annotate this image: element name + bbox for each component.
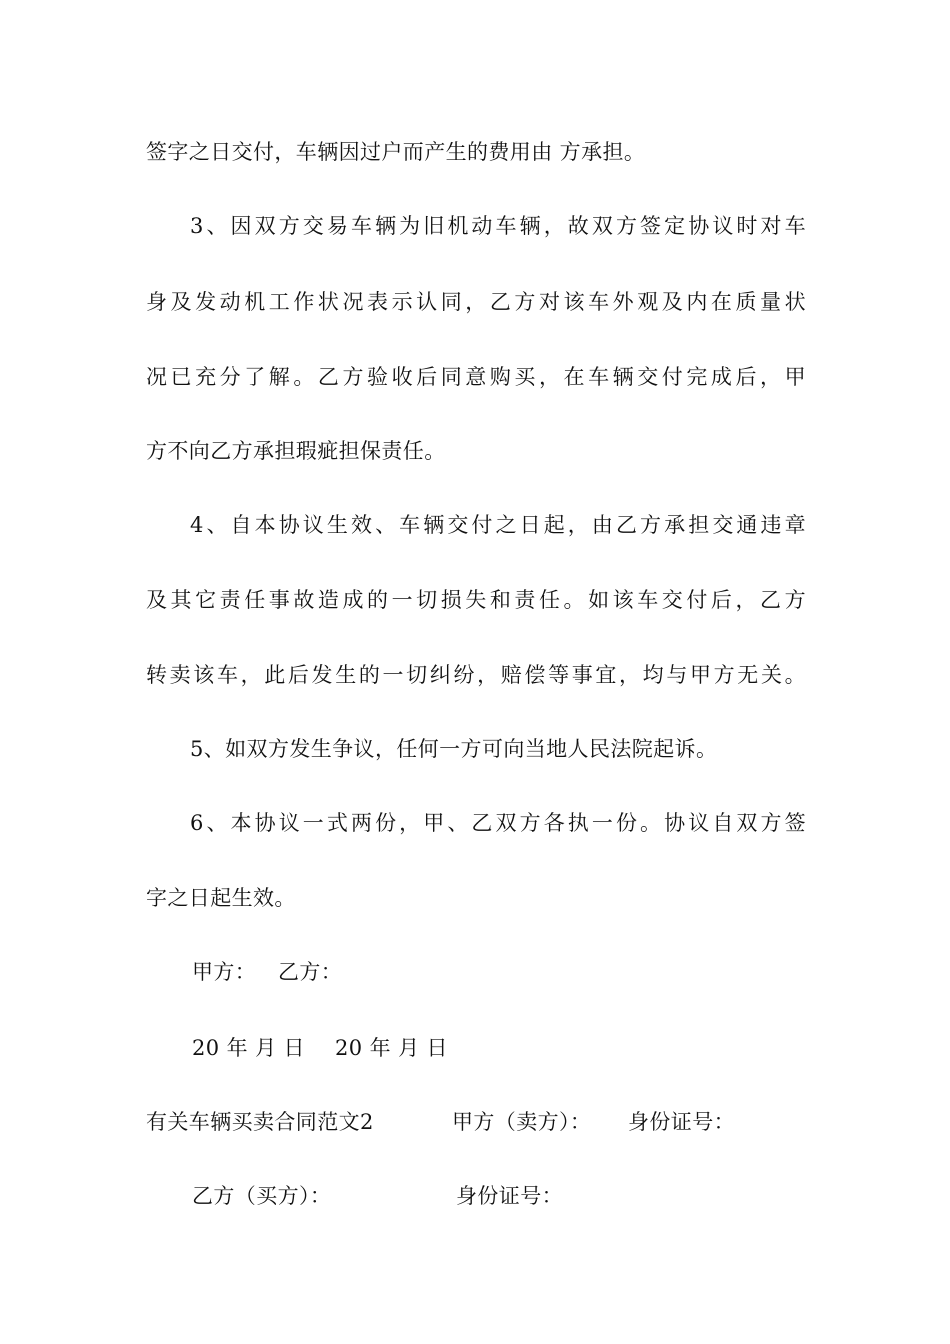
clause-6-line-2: 字之日起生效。 xyxy=(146,886,296,910)
party-a-date: 20 年 月 日 xyxy=(192,1036,305,1060)
clause-3-line-4: 方不向乙方承担瑕疵担保责任。 xyxy=(146,439,446,463)
clause-3-line-1: 3、因双方交易车辆为旧机动车辆，故双方签定协议时对车 xyxy=(190,214,806,238)
clause-4-line-1: 4、自本协议生效、车辆交付之日起，由乙方承担交通违章 xyxy=(190,513,806,537)
buyer-id-label: 身份证号： xyxy=(456,1184,563,1208)
clause-4-line-3: 转卖该车，此后发生的一切纠纷，赔偿等事宜，均与甲方无关。 xyxy=(146,663,806,687)
clause-3-line-3: 况已充分了解。乙方验收后同意购买，在车辆交付完成后，甲 xyxy=(146,365,806,389)
seller-label: 甲方（卖方）： xyxy=(452,1110,592,1134)
party-a-signature-label: 甲方： xyxy=(192,960,257,984)
buyer-label: 乙方（买方）： xyxy=(192,1184,332,1208)
clause-6-line-1: 6、本协议一式两份，甲、乙双方各执一份。协议自双方签 xyxy=(190,811,806,835)
party-b-signature-label: 乙方： xyxy=(278,960,343,984)
clause-4-line-2: 及其它责任事故造成的一切损失和责任。如该车交付后，乙方 xyxy=(146,588,806,612)
contract-2-title: 有关车辆买卖合同范文2 xyxy=(146,1110,374,1134)
clause-3-line-2: 身及发动机工作状况表示认同，乙方对该车外观及内在质量状 xyxy=(146,290,806,314)
party-b-date: 20 年 月 日 xyxy=(335,1036,448,1060)
seller-id-label: 身份证号： xyxy=(628,1110,735,1134)
clause-5-line-1: 5、如双方发生争议，任何一方可向当地人民法院起诉。 xyxy=(190,737,718,761)
paragraph-line-1: 签字之日交付，车辆因过户而产生的费用由 方承担。 xyxy=(146,140,646,164)
